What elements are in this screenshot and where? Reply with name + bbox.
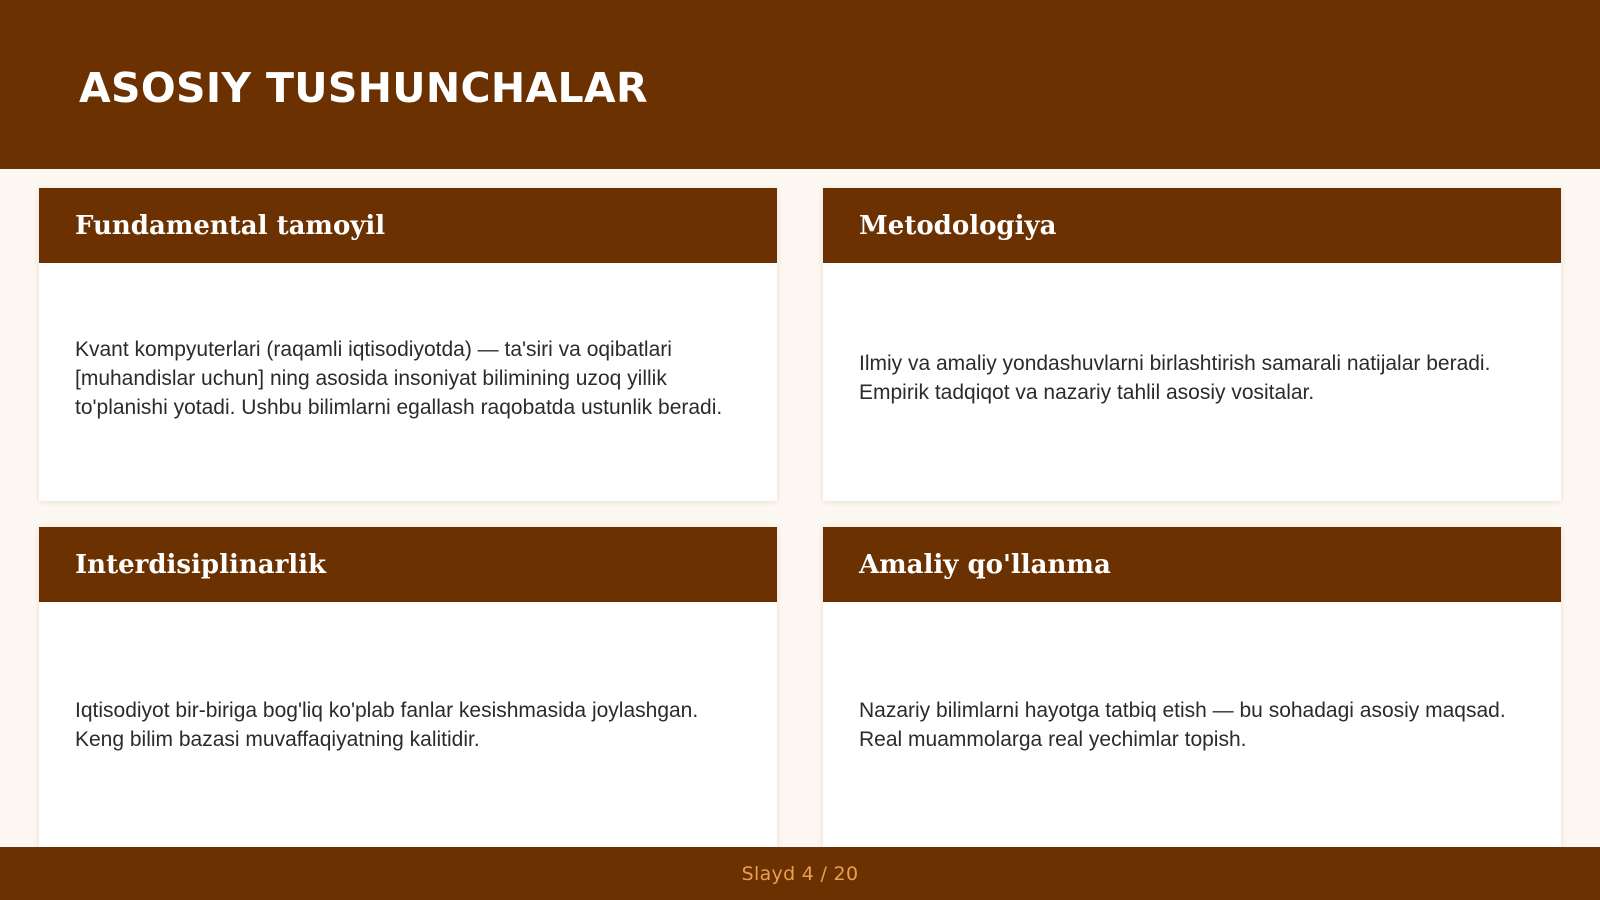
card-body <box>823 263 1561 501</box>
card-header <box>39 188 777 263</box>
card-title: Interdisiplinarlik <box>75 549 327 580</box>
card-title: Amaliy qo'llanma <box>859 549 1111 580</box>
card-text: Iqtisodiyot bir-biriga bog'liq ko'plab fanlar kesishmasida joylashgan. Keng bilim bazasi muvaffaqiyatning kalitidir. <box>75 698 699 751</box>
card-practical-guide <box>823 527 1561 847</box>
page-title: ASOSIY TUSHUNCHALAR <box>79 64 648 112</box>
card-methodology <box>823 188 1561 501</box>
card-header <box>39 527 777 602</box>
card-text: Ilmiy va amaliy yondashuvlarni birlashtirish samarali natijalar beradi. Empirik tadqiqot va nazariy tahlil asosiy vositalar. <box>859 352 1491 404</box>
slide-header <box>0 0 1600 169</box>
card-title: Metodologiya <box>859 210 1057 241</box>
card-interdisciplinarity <box>39 527 777 847</box>
card-text: Nazariy bilimlarni hayotga tatbiq etish — bu sohadagi asosiy maqsad. Real muammolarga real yechimlar topish. <box>859 698 1506 751</box>
slide-counter: Slayd 4 / 20 <box>741 862 859 885</box>
card-title: Fundamental tamoyil <box>75 210 386 241</box>
card-fundamental-principle <box>39 188 777 501</box>
card-body <box>823 602 1561 847</box>
card-body <box>39 263 777 501</box>
card-header <box>823 527 1561 602</box>
card-header <box>823 188 1561 263</box>
card-text: Kvant kompyuterlari (raqamli iqtisodiyotda) — ta'siri va oqibatlari [muhandislar uchun] ning asosida insoniyat bilimining uzoq yillik to'planishi yotadi. Ushbu bilimlarni egallash raqobatda ustunlik beradi. <box>75 337 723 419</box>
slide-footer <box>0 847 1600 900</box>
card-body <box>39 602 777 847</box>
